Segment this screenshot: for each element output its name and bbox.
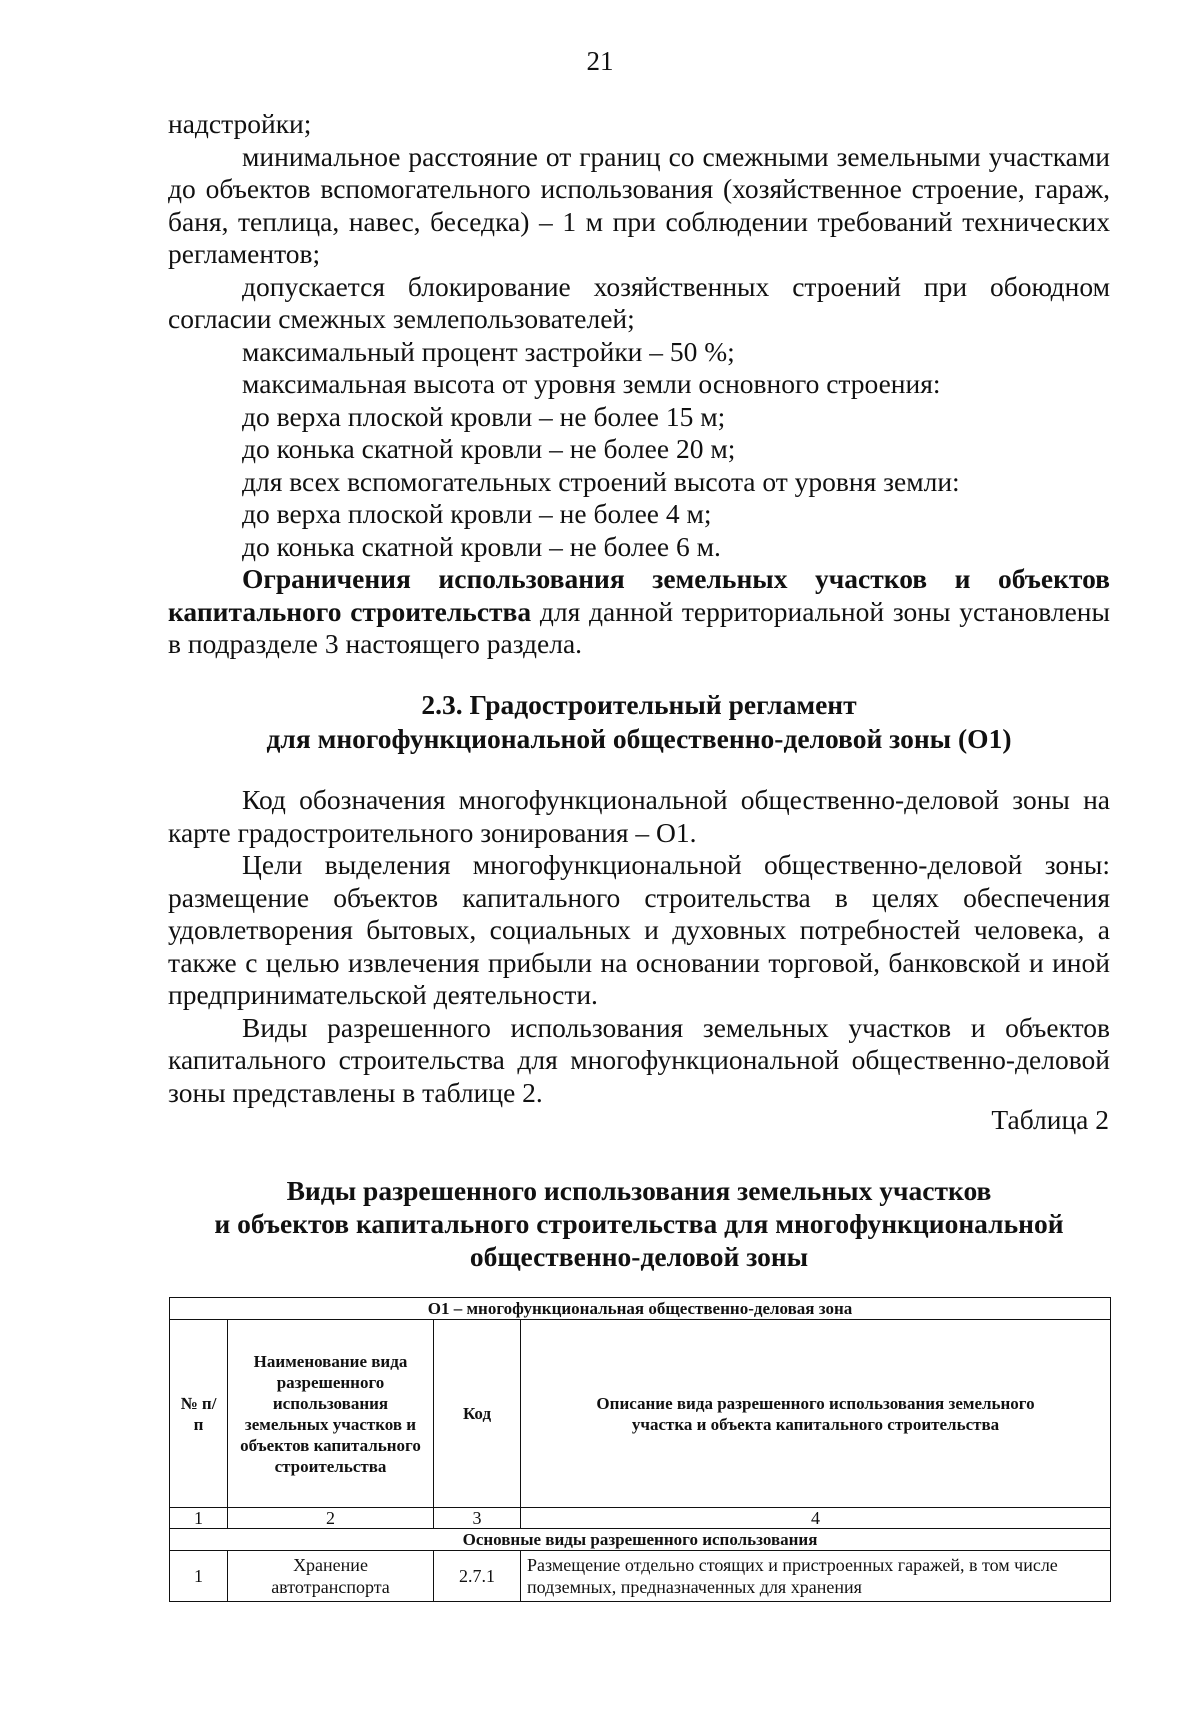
section-heading-line: для многофункциональной общественно-деловой зоны (О1) — [266, 723, 1012, 754]
section-label: Основные виды разрешенного использования — [170, 1529, 1111, 1551]
restrictions-rest: для данной территориальной зоны установлены в подразделе 3 настоящего раздела. — [168, 595, 1110, 659]
permitted-uses-table — [169, 1297, 1111, 1602]
paragraph: до конька скатной кровли – не более 20 м; — [242, 433, 736, 464]
paragraph: максимальная высота от уровня земли основного строения: — [242, 368, 941, 399]
zone-parameters-text — [168, 108, 1110, 661]
column-number: 1 — [170, 1508, 228, 1529]
table-row — [170, 1551, 1111, 1602]
restrictions-paragraph — [168, 563, 1110, 661]
paragraph: до верха плоской кровли – не более 4 м; — [242, 498, 712, 529]
column-numbers-row — [170, 1508, 1111, 1529]
row-num: 1 — [170, 1551, 228, 1602]
paragraph: максимальный процент застройки – 50 %; — [242, 335, 735, 367]
paragraph: надстройки; — [168, 108, 312, 139]
column-header-row — [170, 1320, 1111, 1508]
section-heading — [168, 688, 1110, 756]
table-title-line: Виды разрешенного использования земельных участков — [286, 1175, 992, 1206]
paragraph: до конька скатной кровли – не более 6 м. — [242, 530, 721, 562]
paragraph: Код обозначения многофункциональной общественно-деловой зоны на карте градостроительного зонирования – О1. — [168, 784, 1110, 848]
paragraph: допускается блокирование хозяйственных строений при обоюдном согласии смежных землепользователей; — [168, 270, 1110, 334]
header-name: Наименование вида разрешенного использования земельных участков и объектов капитального строительства — [228, 1320, 434, 1508]
paragraph: для всех вспомогательных строений высота от уровня земли: — [242, 465, 960, 497]
paragraph: Цели выделения многофункциональной общественно-деловой зоны: размещение объектов капитального строительства в целях обеспечения удовлетворения бытовых, социальных и духовных потребностей человека, а также с целью извлечения прибыли на основании торговой, банковской и иной предпринимательской деятельности. — [168, 849, 1110, 1010]
table-label: Таблица 2 — [991, 1104, 1109, 1135]
section-row — [170, 1529, 1111, 1551]
header-code: Код — [434, 1320, 521, 1508]
zone-header-cell: О1 – многофункциональная общественно-деловая зона — [170, 1298, 1111, 1320]
table-title-line: общественно-деловой зоны — [469, 1241, 809, 1272]
paragraph: до верха плоской кровли – не более 15 м; — [242, 400, 726, 432]
column-number: 2 — [228, 1508, 434, 1529]
paragraph: Виды разрешенного использования земельных участков и объектов капитального строительства для многофункциональной общественно-деловой зоны представлены в таблице 2. — [168, 1011, 1110, 1108]
header-num: № п/п — [170, 1320, 228, 1508]
section-heading-line: 2.3. Градостроительный регламент — [421, 689, 857, 720]
table-title — [168, 1174, 1110, 1273]
table-title-line: и объектов капитального строительства для многофункциональной — [214, 1208, 1064, 1239]
restrictions-bold: Ограничения использования земельных участков и объектов капитального строительства — [168, 563, 1110, 627]
column-number: 4 — [521, 1508, 1111, 1529]
row-code: 2.7.1 — [434, 1551, 521, 1602]
zone-description-text — [168, 784, 1110, 1109]
paragraph: минимальное расстояние от границ со смежными земельными участками до объектов вспомогательного использования (хозяйственное строение, гараж, баня, теплица, навес, беседка) – 1 м при соблюдении требований технических регламентов; — [168, 140, 1110, 269]
zone-header-row — [170, 1298, 1111, 1320]
page-number: 21 — [586, 46, 614, 76]
row-description: Размещение отдельно стоящих и пристроенных гаражей, в том числе подземных, предназначенных для хранения — [521, 1551, 1111, 1602]
row-name: Хранение автотранспорта — [228, 1551, 434, 1602]
header-description: Описание вида разрешенного использования земельного участка и объекта капитального строительства — [521, 1320, 1111, 1508]
column-number: 3 — [434, 1508, 521, 1529]
